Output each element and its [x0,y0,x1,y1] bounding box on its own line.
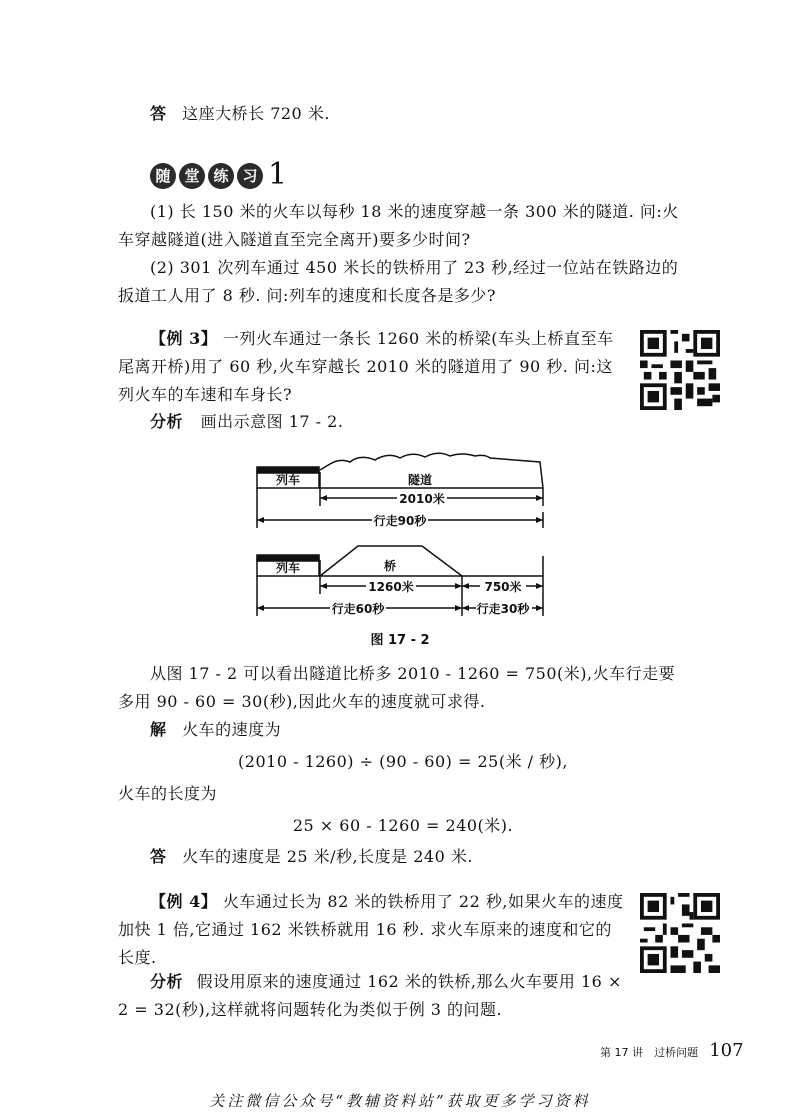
figure-17-2 [240,448,560,658]
qr-code-example3 [640,330,720,410]
equation-speed: (2010 - 1260) ÷ (90 - 60) = 25(米 / 秒), [238,752,568,771]
example4-paragraph [118,888,628,972]
page-number: 107 [709,1040,744,1061]
bridge-length-label: 1260米 [368,580,414,594]
practice-char: 堂 [179,163,205,189]
answer-line [150,100,670,128]
solution-intro [150,716,281,744]
travel90-label: 行走90秒 [373,514,427,528]
example4-label: 【例 4】 [150,892,218,911]
lecture-number: 第 17 讲 [600,1046,643,1059]
practice-heading [150,158,287,192]
train-label-top: 列车 [275,473,301,487]
tunnel-length-label: 2010米 [399,492,445,506]
explanation-text: 从图 17 - 2 可以看出隧道比桥多 2010 - 1260 = 750(米),火车行走要多用 90 - 60 = 30(秒),因此火车的速度就可求得. [118,664,676,711]
speed-intro: 火车的速度为 [182,720,282,739]
promo-banner: 关注微信公众号“教辅资料站”获取更多学习资料 [209,1092,591,1110]
analysis-label: 分析 [150,972,184,991]
example3-text: 一列火车通过一条长 1260 米的桥梁(车头上桥直至车尾离开桥)用了 60 秒,火车穿越长 2010 米的隧道用了 90 秒. 问:这列火车的车速和车身长? [118,329,614,404]
example4-analysis [118,968,628,1024]
bridge-label: 桥 [383,559,397,573]
answer-text: 这座大桥长 720 米. [182,104,330,123]
analysis-text: 画出示意图 17 - 2. [200,412,344,431]
analysis-text: 假设用原来的速度通过 162 米的铁桥,那么火车要用 16 × 2 = 32(秒),这样就将问题转化为类似于例 3 的问题. [118,972,622,1019]
qr-code-example4 [640,893,720,973]
example3-analysis [150,408,343,436]
example4-text: 火车通过长为 82 米的铁桥用了 22 秒,如果火车的速度加快 1 倍,它通过 162 米铁桥就用 16 秒. 求火车原来的速度和它的长度. [118,892,624,967]
practice-question-2: (2) 301 次列车通过 450 米长的铁桥用了 23 秒,经过一位站在铁路边的扳道工人用了 8 秒. 问:列车的速度和长度各是多少? [118,258,679,305]
solution-answer [150,843,473,871]
practice-char: 习 [237,163,263,189]
tunnel-label: 隧道 [407,473,433,487]
equation-length: 25 × 60 - 1260 = 240(米). [292,816,514,835]
answer-label: 答 [150,104,167,123]
travel30-label: 行走30秒 [476,602,530,616]
travel60-label: 行走60秒 [331,602,385,616]
example3-paragraph [118,325,628,409]
practice-char: 练 [208,163,234,189]
answer-label: 答 [150,847,167,866]
example3-label: 【例 3】 [150,329,218,348]
solution-label: 解 [150,720,167,739]
practice-question-1: (1) 长 150 米的火车以每秒 18 米的速度穿越一条 300 米的隧道. 问:火车穿越隧道(进入隧道直至完全离开)要多少时间? [118,202,679,249]
length-intro: 火车的长度为 [118,784,218,803]
analysis-label: 分析 [150,412,184,431]
extra-length-label: 750米 [484,580,522,594]
answer-text: 火车的速度是 25 米/秒,长度是 240 米. [182,847,473,866]
practice-number: 1 [268,157,288,192]
practice-char: 随 [150,163,176,189]
figure-caption: 图 17 - 2 [370,633,430,648]
train-label-bottom: 列车 [275,561,301,575]
page-footer [600,1040,744,1062]
lecture-topic: 过桥问题 [654,1046,699,1059]
